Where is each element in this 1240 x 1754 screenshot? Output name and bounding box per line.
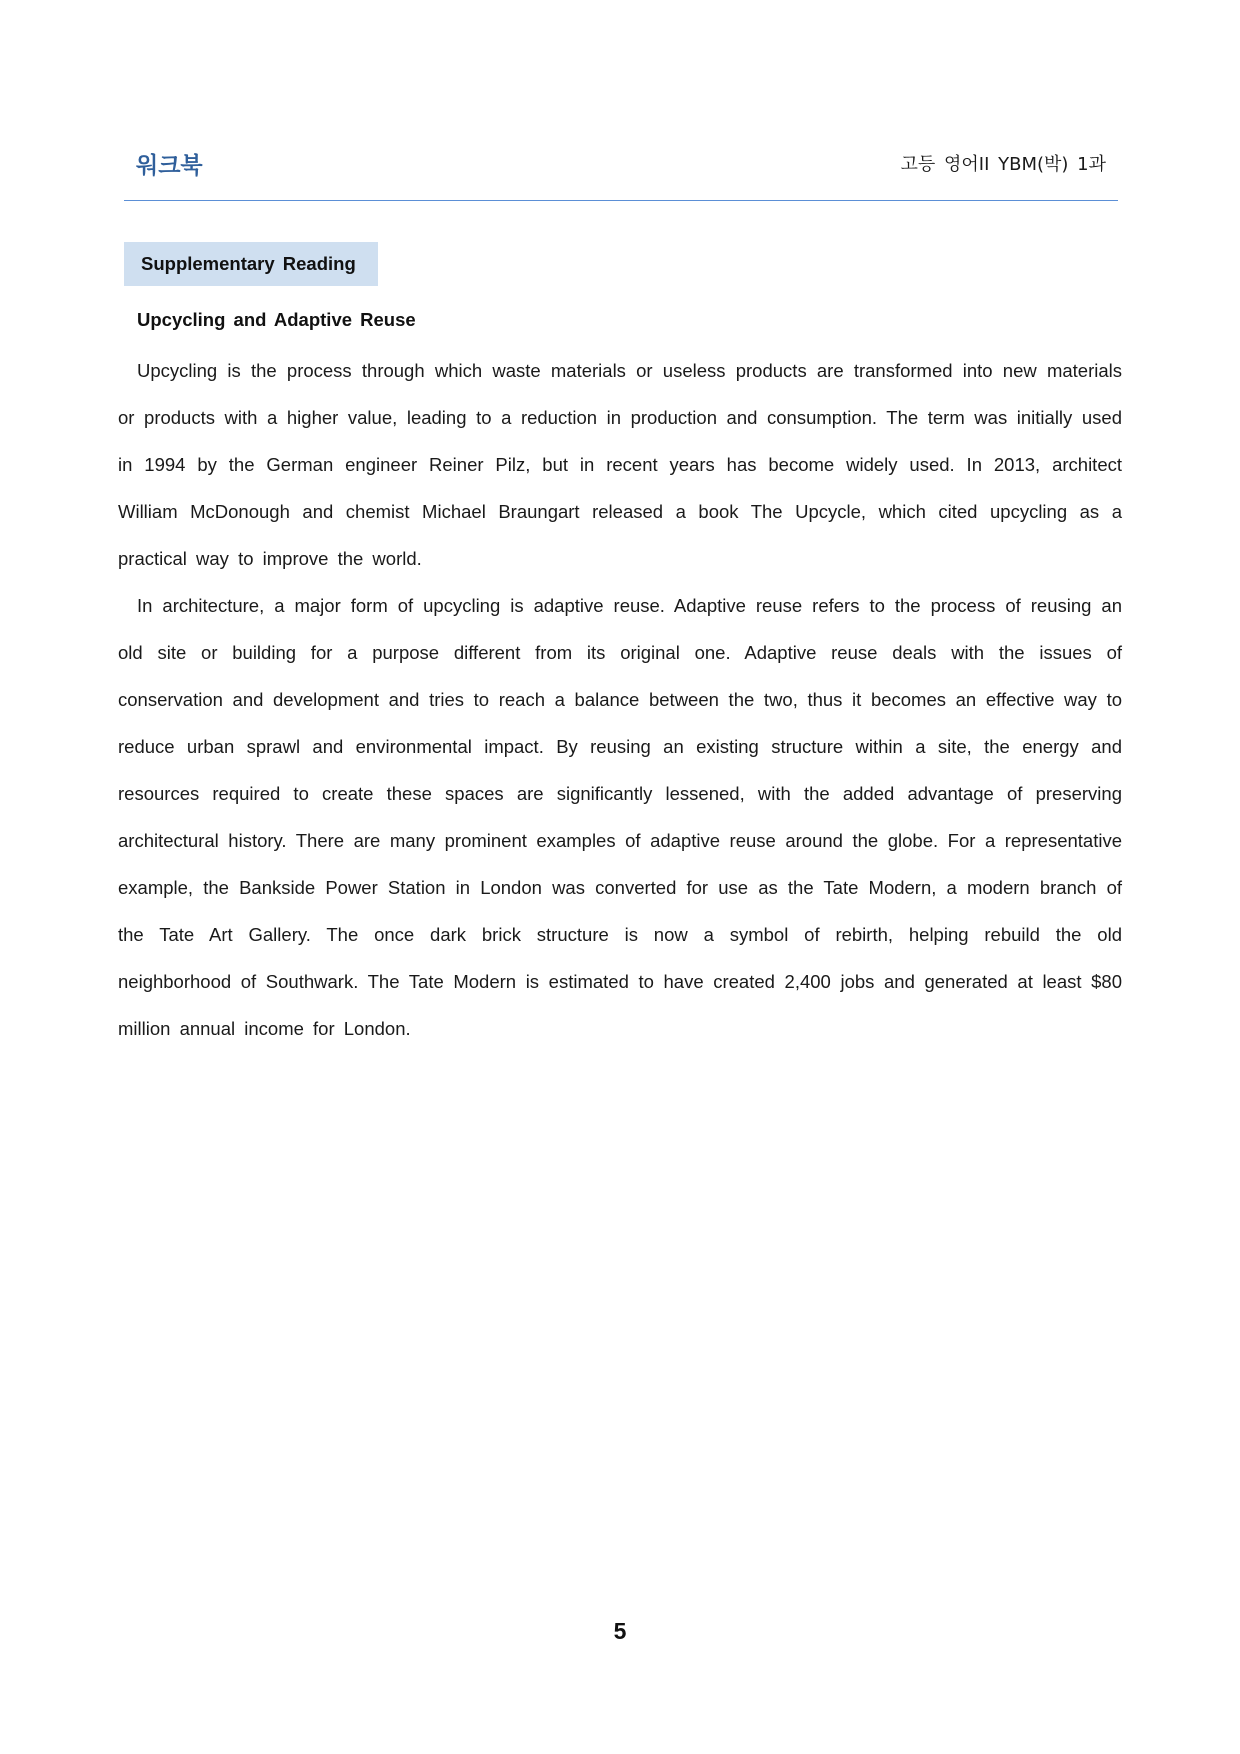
- article-title: Upcycling and Adaptive Reuse: [137, 309, 416, 330]
- article-paragraph: Upcycling is the process through which waste materials or useless products are transformed into new materials or products with a higher value, leading to a reduction in production and consumption. The term was initially used in 1994 by the German engineer Reiner Pilz, but in recent years has become widely used. In 2013, architect William McDonough and chemist Michael Braungart released a book The Upcycle, which cited upcycling as a practical way to improve the world.: [118, 360, 1122, 569]
- article-paragraph: In architecture, a major form of upcycling is adaptive reuse. Adaptive reuse refers to the process of reusing an old site or building for a purpose different from its original one. Adaptive reuse deals with the issues of conservation and development and tries to reach a balance between the two, thus it becomes an effective way to reduce urban sprawl and environmental impact. By reusing an existing structure within a site, the energy and resources required to create these spaces are significantly lessened, with the added advantage of preserving architectural history. There are many prominent examples of adaptive reuse around the globe. For a representative example, the Bankside Power Station in London was converted for use as the Tate Modern, a modern branch of the Tate Art Gallery. The once dark brick structure is now a symbol of rebirth, helping rebuild the old neighborhood of Southwark. The Tate Modern is estimated to have created 2,400 jobs and generated at least $80 million annual income for London.: [118, 595, 1122, 1039]
- course-title: 고등 영어II YBM(박) 1과: [900, 154, 1106, 175]
- page-header: [124, 140, 1118, 180]
- header-divider: [124, 200, 1118, 201]
- page-number: 5: [613, 1618, 627, 1644]
- workbook-title: 워크북: [136, 153, 203, 179]
- reading-article: [118, 302, 1122, 1052]
- section-badge: [124, 242, 378, 286]
- section-label: Supplementary Reading: [141, 253, 356, 274]
